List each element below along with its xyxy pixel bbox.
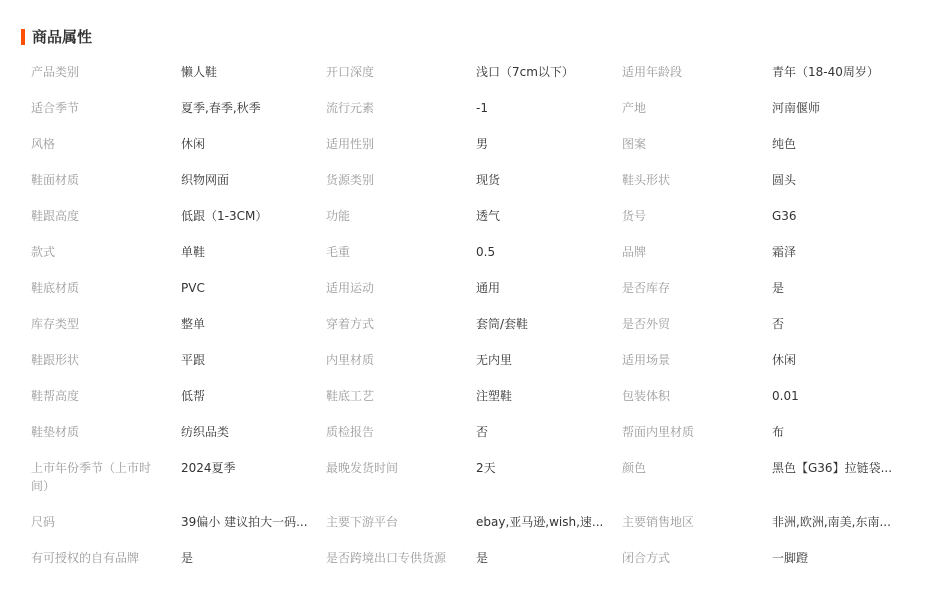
attribute-name: 鞋底材质	[31, 281, 80, 295]
attribute-name: 货源类别	[326, 173, 375, 187]
attribute-name: 穿着方式	[326, 317, 375, 331]
attribute-value: 注塑鞋	[476, 389, 513, 403]
attribute-value: 低跟（1-3CM）	[181, 209, 268, 223]
attribute-name: 最晚发货时间	[326, 461, 399, 475]
attribute-name: 尺码	[31, 515, 56, 529]
attribute-name: 适用场景	[622, 353, 671, 367]
attribute-value: 休闲	[772, 353, 797, 367]
accent-bar	[21, 29, 25, 45]
attribute-grid	[31, 63, 911, 585]
attribute-value: ebay,亚马逊,wish,速...	[476, 515, 604, 529]
attribute-name: 风格	[31, 137, 56, 151]
attribute-value: 0.5	[476, 245, 496, 259]
attribute-value: 纺织品类	[181, 425, 230, 439]
attribute-value: 夏季,春季,秋季	[181, 101, 261, 115]
attribute-name: 库存类型	[31, 317, 80, 331]
attribute-name: 毛重	[326, 245, 351, 259]
section-header	[21, 28, 92, 46]
attribute-name: 适用年龄段	[622, 65, 683, 79]
attribute-value: 否	[772, 317, 785, 331]
attribute-name: 是否跨境出口专供货源	[326, 551, 447, 565]
attribute-name: 上市年份季节（上市时间）	[31, 461, 152, 493]
attribute-name: 品牌	[622, 245, 647, 259]
attribute-name: 有可授权的自有品牌	[31, 551, 140, 565]
attribute-value: PVC	[181, 281, 205, 295]
attribute-name: 适用性别	[326, 137, 375, 151]
attribute-value: 否	[476, 425, 489, 439]
attribute-name: 鞋跟形状	[31, 353, 80, 367]
attribute-value: 黑色【G36】拉链袋...	[772, 461, 893, 475]
attribute-value: 是	[181, 551, 194, 565]
attribute-value: 河南偃师	[772, 101, 821, 115]
attribute-name: 功能	[326, 209, 351, 223]
attribute-value: 青年（18-40周岁）	[772, 65, 879, 79]
attribute-value: 单鞋	[181, 245, 206, 259]
attribute-value: 2天	[476, 461, 496, 475]
attribute-name: 质检报告	[326, 425, 375, 439]
attribute-name: 闭合方式	[622, 551, 671, 565]
attribute-name: 主要销售地区	[622, 515, 695, 529]
attribute-name: 鞋垫材质	[31, 425, 80, 439]
attribute-value: 男	[476, 137, 489, 151]
attribute-name: 适合季节	[31, 101, 80, 115]
attribute-name: 是否外贸	[622, 317, 671, 331]
attribute-value: 一脚蹬	[772, 551, 809, 565]
attribute-value: 是	[476, 551, 489, 565]
attribute-value: 无内里	[476, 353, 513, 367]
attribute-name: 鞋底工艺	[326, 389, 375, 403]
attribute-name: 开口深度	[326, 65, 375, 79]
attribute-name: 包装体积	[622, 389, 671, 403]
section-title: 商品属性	[32, 28, 93, 46]
attribute-name: 鞋跟高度	[31, 209, 80, 223]
attribute-value: 整单	[181, 317, 206, 331]
attribute-value: 39偏小 建议拍大一码...	[181, 515, 308, 529]
attribute-name: 产品类别	[31, 65, 80, 79]
attribute-value: 霜泽	[772, 245, 797, 259]
attribute-value: 织物网面	[181, 173, 230, 187]
attribute-value: 纯色	[772, 137, 797, 151]
attribute-name: 适用运动	[326, 281, 375, 295]
attribute-name: 帮面内里材质	[622, 425, 695, 439]
attribute-value: 套筒/套鞋	[476, 317, 529, 331]
attribute-value: 低帮	[181, 389, 206, 403]
attribute-value: 非洲,欧洲,南美,东南...	[772, 515, 891, 529]
attribute-value: 休闲	[181, 137, 206, 151]
attribute-name: 鞋帮高度	[31, 389, 80, 403]
attribute-value: 布	[772, 425, 785, 439]
attribute-value: 透气	[476, 209, 501, 223]
attribute-name: 流行元素	[326, 101, 375, 115]
attribute-value: 懒人鞋	[181, 65, 218, 79]
attribute-name: 内里材质	[326, 353, 375, 367]
attribute-value: 圆头	[772, 173, 797, 187]
attribute-value: 现货	[476, 173, 501, 187]
attribute-name: 是否库存	[622, 281, 671, 295]
attribute-name: 主要下游平台	[326, 515, 399, 529]
attribute-name: 款式	[31, 245, 56, 259]
attribute-value: -1	[476, 101, 488, 115]
attribute-value: 通用	[476, 281, 501, 295]
attribute-value: 0.01	[772, 389, 799, 403]
attribute-name: 图案	[622, 137, 647, 151]
attribute-name: 颜色	[622, 461, 647, 475]
attribute-name: 产地	[622, 101, 647, 115]
attribute-value: 平跟	[181, 353, 206, 367]
attribute-value: 浅口（7cm以下）	[476, 65, 574, 79]
attribute-name: 鞋头形状	[622, 173, 671, 187]
attribute-name: 鞋面材质	[31, 173, 80, 187]
attribute-value: 2024夏季	[181, 461, 236, 475]
attribute-value: 是	[772, 281, 785, 295]
attribute-name: 货号	[622, 209, 647, 223]
attribute-value: G36	[772, 209, 797, 223]
